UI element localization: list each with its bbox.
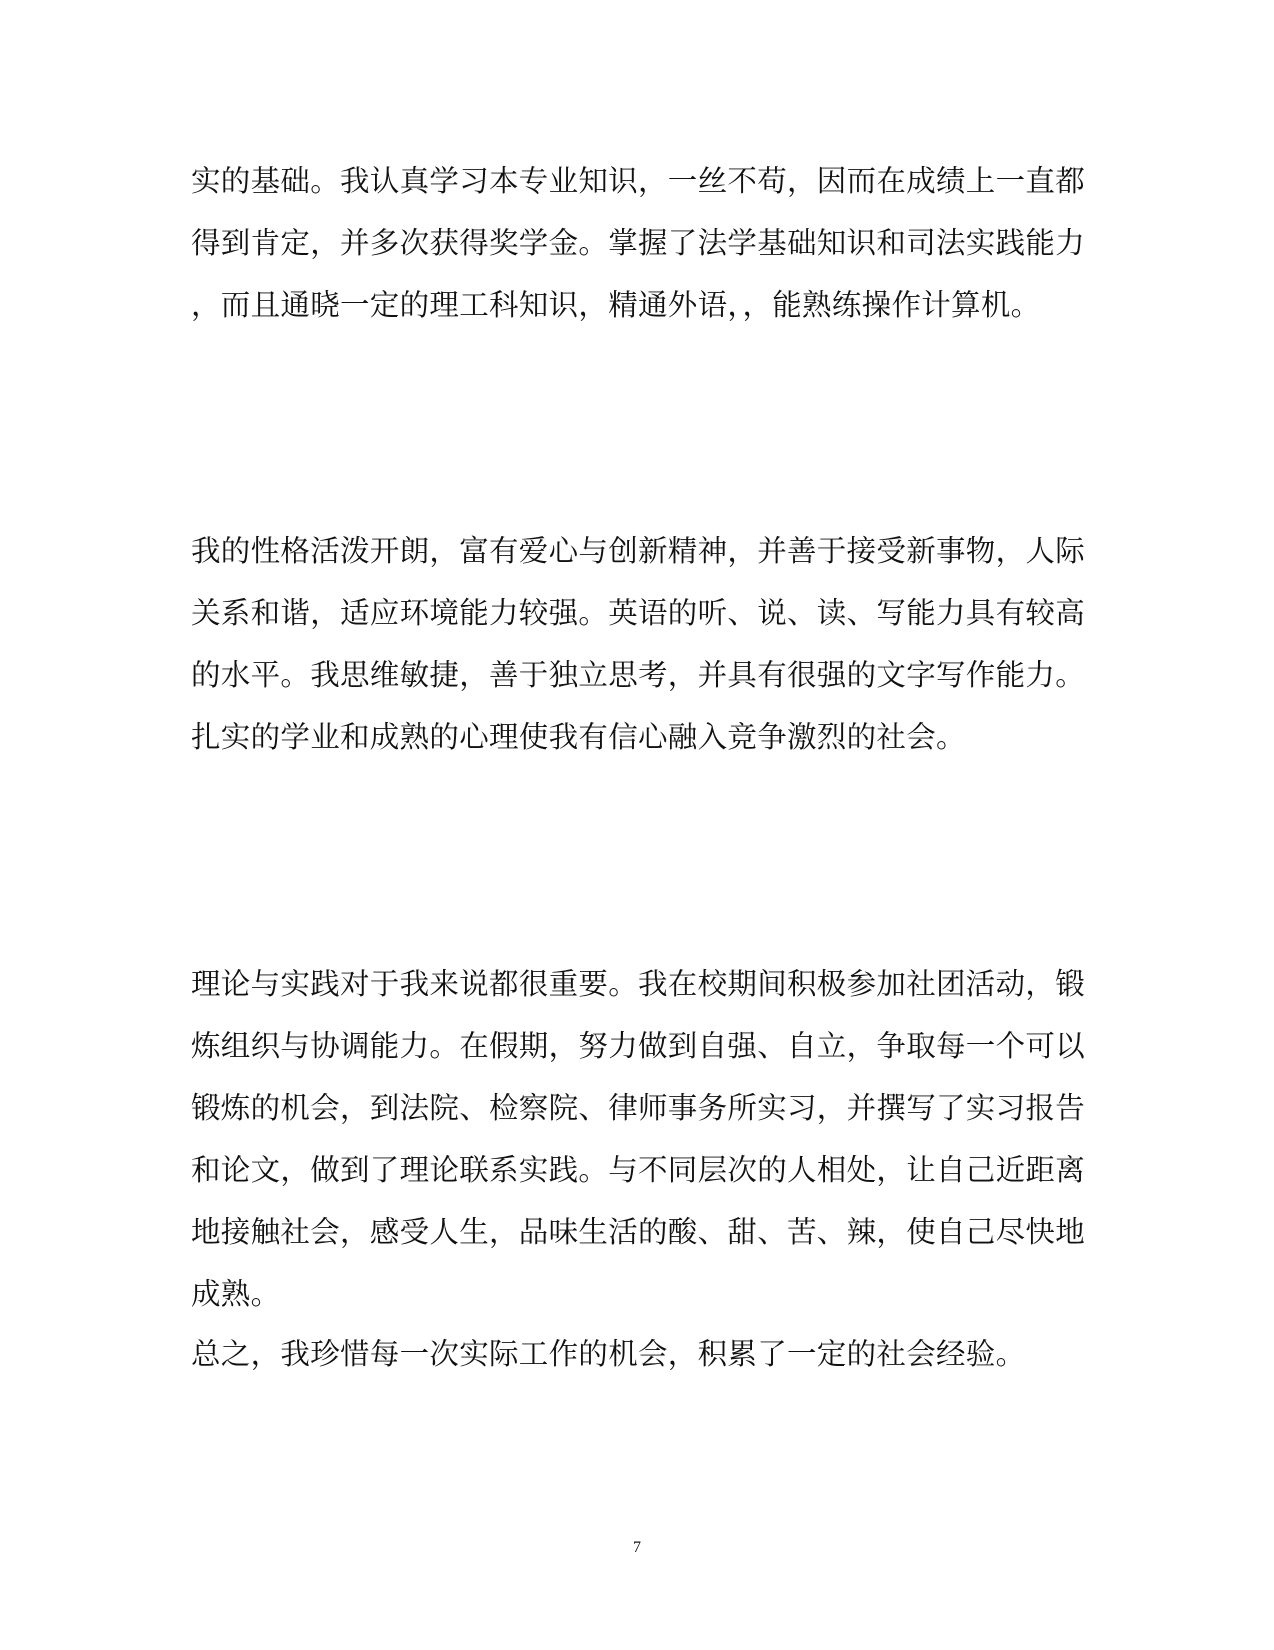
text-line: 和论文，做到了理论联系实践。与不同层次的人相处，让自己近距离 <box>191 1153 1086 1187</box>
text-line: 关系和谐，适应环境能力较强。英语的听、说、读、写能力具有较高 <box>191 596 1086 630</box>
text-line: 成熟。 <box>191 1277 281 1311</box>
text-line: 理论与实践对于我来说都很重要。我在校期间积极参加社团活动，锻 <box>191 967 1086 1001</box>
text-line: ，而且通晓一定的理工科知识，精通外语，，能熟练操作计算机。 <box>191 288 1041 322</box>
page-number: 7 <box>633 1539 641 1556</box>
text-line: 的水平。我思维敏捷，善于独立思考，并具有很强的文字写作能力。 <box>191 658 1086 692</box>
text-line: 我的性格活泼开朗，富有爱心与创新精神，并善于接受新事物，人际 <box>191 534 1086 568</box>
text-line: 得到肯定，并多次获得奖学金。掌握了法学基础知识和司法实践能力 <box>191 226 1086 260</box>
text-line: 总之，我珍惜每一次实际工作的机会，积累了一定的社会经验。 <box>191 1337 1026 1371</box>
text-line: 实的基础。我认真学习本专业知识，一丝不苟，因而在成绩上一直都 <box>191 164 1086 198</box>
text-line: 扎实的学业和成熟的心理使我有信心融入竞争激烈的社会。 <box>191 720 966 754</box>
text-line: 锻炼的机会，到法院、检察院、律师事务所实习，并撰写了实习报告 <box>191 1091 1086 1125</box>
text-line: 炼组织与协调能力。在假期，努力做到自强、自立，争取每一个可以 <box>191 1029 1086 1063</box>
text-line: 地接触社会，感受人生，品味生活的酸、甜、苦、辣，使自己尽快地 <box>191 1215 1086 1249</box>
